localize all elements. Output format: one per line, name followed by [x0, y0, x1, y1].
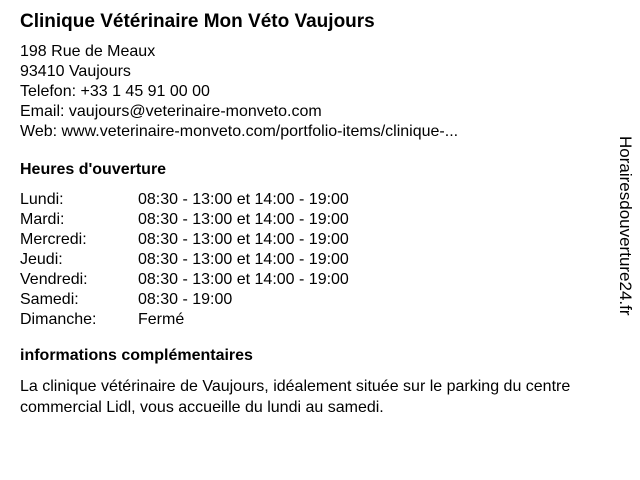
- phone-line: Telefon: +33 1 45 91 00 00: [20, 83, 210, 100]
- address-city: 93410 Vaujours: [20, 63, 131, 80]
- hours-heading: Heures d'ouverture: [20, 161, 167, 178]
- hours-row-friday: [20, 270, 610, 290]
- web-line: Web: www.veterinaire-monveto.com/portfolio-items/clinique-...: [20, 123, 459, 140]
- info-text: La clinique vétérinaire de Vaujours, idéalement située sur le parking du centre commercial Lidl, vous accueille du lundi au samedi.: [20, 378, 571, 416]
- day-label: Lundi:: [20, 191, 64, 208]
- day-label: Dimanche:: [20, 311, 97, 328]
- time-value: 08:30 - 13:00 et 14:00 - 19:00: [138, 231, 349, 248]
- site-watermark: Horairesdouverture24.fr: [616, 136, 635, 316]
- hours-row-saturday: [20, 290, 610, 310]
- clinic-card: [20, 10, 610, 418]
- time-value: 08:30 - 13:00 et 14:00 - 19:00: [138, 271, 349, 288]
- day-label: Samedi:: [20, 291, 79, 308]
- hours-row-sunday: [20, 310, 610, 330]
- clinic-title: Clinique Vétérinaire Mon Véto Vaujours: [20, 11, 375, 32]
- hours-row-wednesday: [20, 230, 610, 250]
- time-value: 08:30 - 13:00 et 14:00 - 19:00: [138, 251, 349, 268]
- day-label: Mercredi:: [20, 231, 87, 248]
- time-value: Fermé: [138, 311, 185, 328]
- email-line: Email: vaujours@veterinaire-monveto.com: [20, 103, 322, 120]
- time-value: 08:30 - 13:00 et 14:00 - 19:00: [138, 191, 349, 208]
- time-value: 08:30 - 13:00 et 14:00 - 19:00: [138, 211, 349, 228]
- address-street: 198 Rue de Meaux: [20, 43, 156, 60]
- info-heading: informations complémentaires: [20, 347, 253, 364]
- time-value: 08:30 - 19:00: [138, 291, 233, 308]
- hours-row-thursday: [20, 250, 610, 270]
- hours-row-monday: [20, 190, 610, 210]
- hours-row-tuesday: [20, 210, 610, 230]
- day-label: Jeudi:: [20, 251, 63, 268]
- day-label: Mardi:: [20, 211, 65, 228]
- hours-table: [20, 190, 610, 330]
- day-label: Vendredi:: [20, 271, 88, 288]
